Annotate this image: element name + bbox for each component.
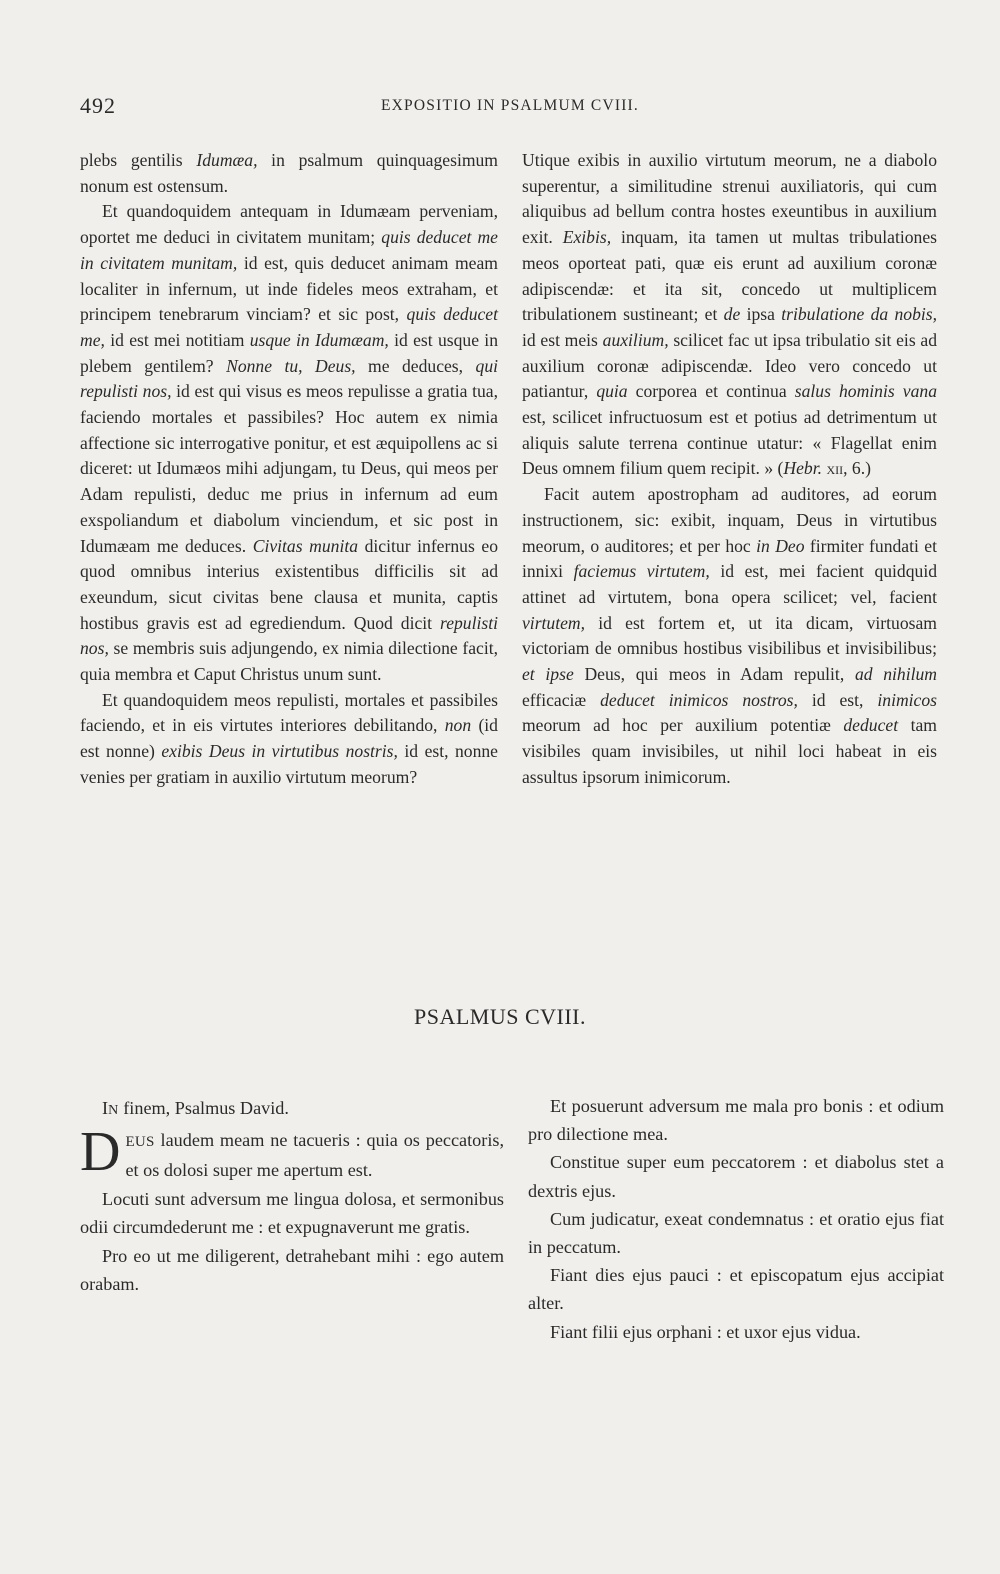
psalm-verse: Fiant filii ejus orphani : et uxor ejus vidua. <box>550 1321 861 1342</box>
commentary-paragraph: Et quandoquidem meos repulisti, mortales et passibiles faciendo, et in eis virtutes interiores debilitando, non (id est nonne) exibis Deus in virtutibus nostris, id est, nonne venies per gratiam in auxilio virtutum meorum? <box>80 689 498 787</box>
psalm-text-column-left <box>80 1094 504 1299</box>
psalm-verse: Et posuerunt adversum me mala pro bonis : et odium pro dilectione mea. <box>528 1096 944 1145</box>
commentary-column-left <box>80 148 498 791</box>
commentary-paragraph: plebs gentilis Idumæa, in psalmum quinquagesimum nonum est ostensum. <box>80 150 498 196</box>
commentary-paragraph: Utique exibis in auxilio virtutum meorum, ne a diabolo superentur, a similitudine strenui auxiliatoris, qui cum aliquibus ad bellum contra hostes exeuntibus in auxilium exit. Exibis, inquam, ita tamen ut multas tribulationes meos oporteat pati, quæ eis erunt ad auxilium coronæ adipiscendæ: et ita sit, concedo ut multiplicem tribulationem sustineant; et de ipsa tribulatione da nobis, id est meis auxilium, scilicet fac ut ipsa tribulatio sit eis ad auxilium coronæ adipiscendæ. Ideo vero concedo ut patiantur, quia corporea et continua salus hominis vana est, scilicet infructuosum est et potius ad detrimentum ut aliquis salute terrena continue utatur: « Flagellat enim Deus omnem filium quem recipit. » (Hebr. xii, 6.) <box>522 150 938 479</box>
running-title: EXPOSITIO IN PSALMUM CVIII. <box>380 97 639 114</box>
psalm-verse: Fiant dies ejus pauci : et episcopatum ejus accipiat alter. <box>528 1265 944 1314</box>
drop-cap: D <box>80 1120 121 1183</box>
psalm-verse: Locuti sunt adversum me lingua dolosa, et sermonibus odii circumdederunt me : et expugnaverunt me gratis. <box>80 1188 504 1237</box>
psalm-verse: Constitue super eum peccatorem : et diabolus stet a dextris ejus. <box>528 1152 944 1201</box>
psalm-verse-first: DEUS laudem meam ne tacueris : quia os peccatoris, et os dolosi super me apertum est. <box>80 1120 504 1183</box>
psalm-verse: Cum judicatur, exeat condemnatus : et oratio ejus fiat in peccatum. <box>528 1208 944 1258</box>
page-header <box>80 93 940 123</box>
psalm-heading: PSALMUS CVIII. <box>413 1004 587 1029</box>
commentary-column-right <box>522 148 937 791</box>
commentary-paragraph: Facit autem apostropham ad auditores, ad eorum instructionem, sic: exibit, inquam, Deus in virtutibus meorum, o auditores; et per hoc in Deo firmiter fundati et innixi faciemus virtutem, id est, mei facient quidquid attinet ad virtutem, bona opera scilicet; vel, facient virtutem, id est fortem et, ut ita dicam, virtuosam victoriam de omnibus hostibus visibilibus et invisibilibus; et ipse Deus, qui meos in Adam repulit, ad nihilum efficaciæ deducet inimicos nostros, id est, inimicos meorum ad hoc per auxilium potentiæ deducet tam visibiles quam invisibiles, ut nihil loci habeat in eis assultus ipsorum inimicorum. <box>522 484 938 787</box>
psalm-verse: Pro eo ut me diligerent, detrahebant mihi : ego autem orabam. <box>80 1245 504 1294</box>
commentary-paragraph: Et quandoquidem antequam in Idumæam perveniam, oportet me deduci in civitatem munitam; quis deducet me in civitatem munitam, id est, quis deducet animam meam localiter in infernum, ut inde fideles meos extraham, et principem tenebrarum vinciam? et sic post, quis deducet me, id est mei notitiam usque in Idumæam, id est usque in plebem gentilem? Nonne tu, Deus, me deduces, qui repulisti nos, id est qui visus es meos repulisse a gratia tua, faciendo mortales et passibiles? Hoc autem ex nimia affectione sic interrogative ponitur, et est æquipollens ac si diceret: ut Idumæos mihi adjungam, tu Deus, qui meos per Adam repulisti, deduc me prius in infernum ad eum exspoliandum et diabolum vinciendum, et sic post in Idumæam me deduces. Civitas munita dicitur infernus eo quod omnibus interius existentibus difficilis sit ad exeundum, sicut civitas bene clausa et munita, captis hostibus gravis est ad egrediendum. Quod dicit repulisti nos, se membris suis adjungendo, ex nimia dilectione facit, quia membra et Caput Christus unum sunt. <box>80 201 499 685</box>
page-number: 492 <box>80 93 116 118</box>
psalm-text-column-right <box>528 1092 944 1346</box>
psalm-superscription: IN finem, Psalmus David. <box>102 1098 289 1118</box>
